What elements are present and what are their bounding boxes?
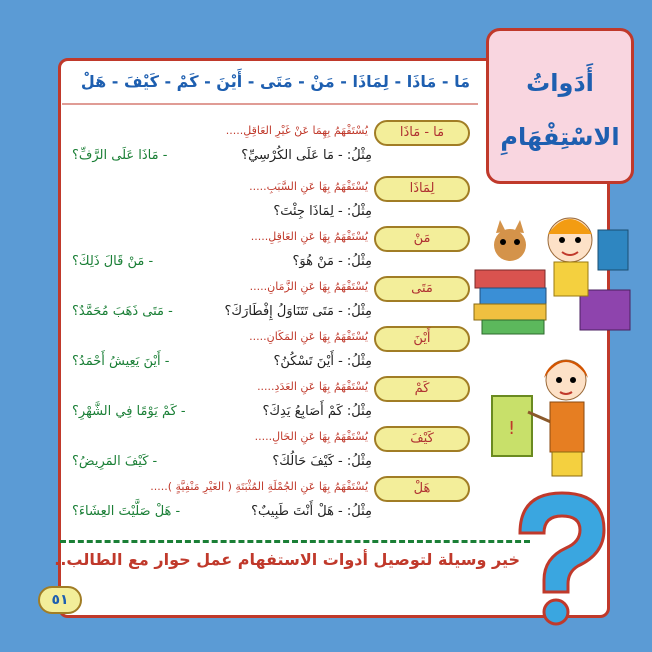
header-underline [62, 100, 478, 108]
rule-text: يُسْتَفْهَمُ بِهِمَا عَنْ غَيْرِ العَاقِلِ..... [225, 124, 368, 137]
title-box [486, 28, 634, 184]
example-1: مِثْلُ: - هَلْ أَنْتَ طَبِيبٌ؟ [251, 504, 372, 519]
rule-text: يُسْتَفْهَمُ بِهَا عَنِ الزَّمَانِ..... [249, 280, 368, 293]
example-2: - هَلْ صَلَّيْتَ العِشَاءَ؟ [72, 504, 181, 519]
example-1: مِثْلُ: - مَا عَلَى الكُرْسِيِّ؟ [241, 148, 372, 163]
example-2: - مَتَى ذَهَبَ مُحَمَّدٌ؟ [72, 304, 173, 319]
tools-header: مَا - مَاذَا - لِمَاذَا - مَنْ - مَتَى - أَيْنَ - كَمْ - كَيْفَ - هَلْ [80, 72, 470, 91]
rule-row-kayfa [72, 424, 472, 480]
example-1: مِثْلُ: - لِمَاذَا جِئْتَ؟ [273, 204, 372, 219]
pill-hal: هَلْ [374, 476, 470, 502]
rule-row-ma [72, 118, 472, 174]
example-2: - مَاذَا عَلَى الرَّفِّ؟ [72, 148, 168, 163]
board-letter: ! [508, 418, 516, 439]
rule-row-limatha [72, 174, 472, 230]
rule-text: يُسْتَفْهَمُ بِهَا عَنِ العَدَدِ..... [257, 380, 368, 393]
rule-text: يُسْتَفْهَمُ بِهَا عَنِ الجُمْلَةِ المُثْبَتَةِ ( الغَيْرِ مَنْفِيَّةٍ )..... [150, 480, 368, 493]
examples-line [72, 254, 372, 274]
examples-line [72, 454, 372, 474]
example-1: مِثْلُ: - كَيْفَ حَالُكَ؟ [272, 454, 372, 469]
teacher-illustration [488, 352, 608, 482]
rule-row-ayna [72, 324, 472, 380]
page-number: ٥١ [38, 586, 82, 614]
examples-line [72, 504, 372, 524]
pill-ayna: أَيْنَ [374, 326, 470, 352]
example-1: مِثْلُ: كَمْ أَصَابِعُ يَدِكَ؟ [262, 404, 372, 419]
pill-man: مَنْ [374, 226, 470, 252]
rule-text: يُسْتَفْهَمُ بِهَا عَنِ السَّبَبِ..... [249, 180, 368, 193]
examples-line [72, 148, 372, 168]
pill-limatha: لِمَاذَا [374, 176, 470, 202]
example-2: - أَيْنَ يَعِيشُ أَحْمَدُ؟ [72, 354, 170, 369]
pill-kayfa: كَيْفَ [374, 426, 470, 452]
example-2: - كَيْفَ المَرِيضُ؟ [72, 454, 158, 469]
examples-line [72, 204, 372, 224]
example-1: مِثْلُ: - مَتَى تَتَنَاوَلُ إِفْطَارَكَ؟ [224, 304, 372, 319]
pill-kam: كَمْ [374, 376, 470, 402]
examples-line [72, 304, 372, 324]
rule-row-hal [72, 474, 472, 530]
rule-text: يُسْتَفْهَمُ بِهَا عَنِ الحَالِ..... [254, 430, 368, 443]
rule-row-man [72, 224, 472, 280]
example-1: مِثْلُ: - أَيْنَ تَسْكُنُ؟ [273, 354, 372, 369]
rule-text: يُسْتَفْهَمُ بِهَا عَنِ المَكَانِ..... [249, 330, 368, 343]
footer-tip: خير وسيلة لتوصيل أدوات الاستفهام عمل حوار مع الطالب.. [54, 550, 520, 569]
rule-text: يُسْتَفْهَمُ بِهَا عَنِ العَاقِلِ..... [250, 230, 368, 243]
pill-mata: مَتَى [374, 276, 470, 302]
title-line-2: الاسْتِفْهَامِ [500, 123, 620, 151]
title-line-1: أَدَواتُ [526, 69, 594, 97]
rule-row-mata [72, 274, 472, 330]
footer-divider [60, 540, 530, 543]
examples-line [72, 354, 372, 374]
child-with-books-illustration [470, 200, 640, 340]
pill-ma: مَا - مَاذَا [374, 120, 470, 146]
example-2: - مَنْ قَالَ ذَلِكَ؟ [72, 254, 154, 269]
examples-line [72, 404, 372, 424]
example-1: مِثْلُ: - مَنْ هُوَ؟ [292, 254, 372, 269]
rule-row-kam [72, 374, 472, 430]
example-2: - كَمْ يَوْمًا فِي الشَّهْرِ؟ [72, 404, 186, 419]
